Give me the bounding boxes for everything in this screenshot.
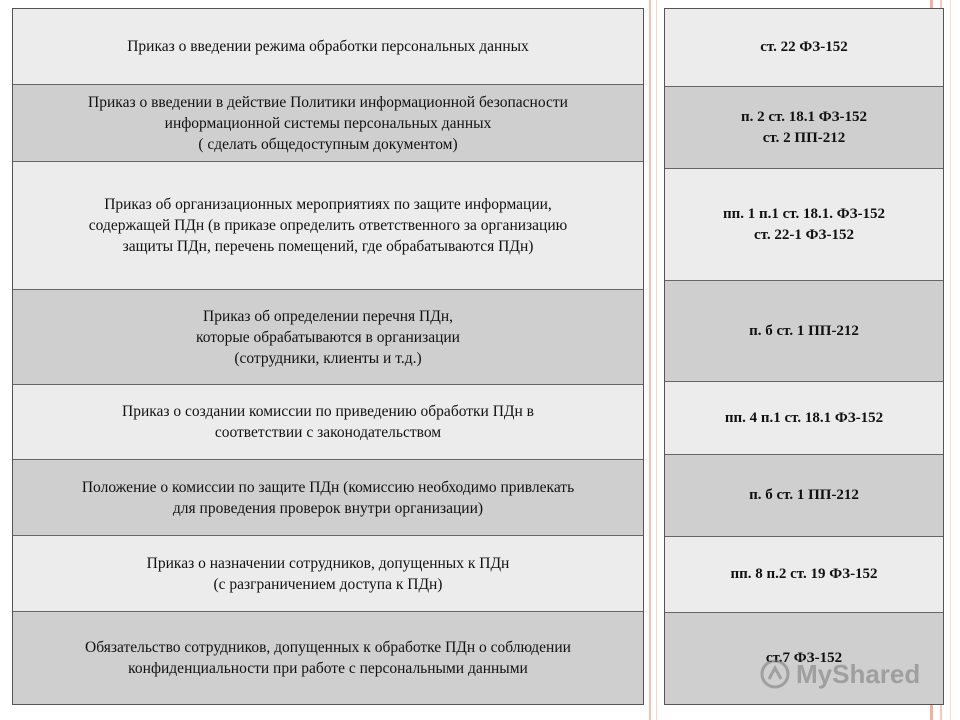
document-row [13,290,643,385]
document-text: Приказ о назначении сотрудников, допущенных к ПДн (с разграничением доступа к ПДн) [146,554,510,593]
reference-text: пп. 8 п.2 ст. 19 ФЗ-152 [730,566,878,582]
document-text: Положение о комиссии по защите ПДн (комиссию необходимо привлекать для проведения проверок внутри организации) [81,478,575,517]
watermark-text: MyShared [796,658,921,689]
document-text: Обязательство сотрудников, допущенных к обработке ПДн о соблюдении конфиденциальности при работе с персональными данными [85,639,571,677]
reference-text: пп. 1 п.1 ст. 18.1. ФЗ-152 ст. 22-1 ФЗ-152 [722,205,886,243]
reference-row [665,281,943,382]
document-text: Приказ о создании комиссии по приведению обработки ПДн в соответствии с законодательством [122,403,534,441]
reference-row [665,613,943,704]
document-row [13,85,643,162]
reference-row [665,537,943,613]
reference-row [665,455,943,537]
document-row [13,536,643,612]
documents-table [12,8,644,705]
document-row [13,612,643,704]
document-row [13,460,643,536]
document-text: Приказ о введении режима обработки персональных данных [127,38,529,55]
document-text: Приказ о введении в действие Политики информационной безопасности информационной системы персональных данных ( сделать общедоступным документом) [88,93,568,153]
reference-text: ст.7 ФЗ-152 [765,650,843,666]
document-row [13,385,643,460]
document-row [13,162,643,290]
document-text: Приказ об определении перечня ПДн, которые обрабатываются в организации (сотрудники, клиенты и т.д.) [196,307,460,367]
decorative-divider [646,0,662,720]
reference-text: ст. 22 ФЗ-152 [760,39,848,55]
reference-text: п. 2 ст. 18.1 ФЗ-152 ст. 2 ПП-212 [740,108,868,146]
document-row [13,9,643,85]
document-text: Приказ об организационных мероприятиях по защите информации, содержащей ПДн (в приказе определить ответственного за организацию защиты ПДн, перечень помещений, где обрабатываются ПДн) [88,196,568,255]
reference-row [665,169,943,281]
legal-references-table [664,8,944,705]
reference-text: п. б ст. 1 ПП-212 [749,487,859,503]
reference-text: п. б ст. 1 ПП-212 [749,322,859,339]
reference-text: пп. 4 п.1 ст. 18.1 ФЗ-152 [724,409,884,426]
reference-row [665,87,943,169]
reference-row [665,382,943,455]
reference-row [665,9,943,87]
